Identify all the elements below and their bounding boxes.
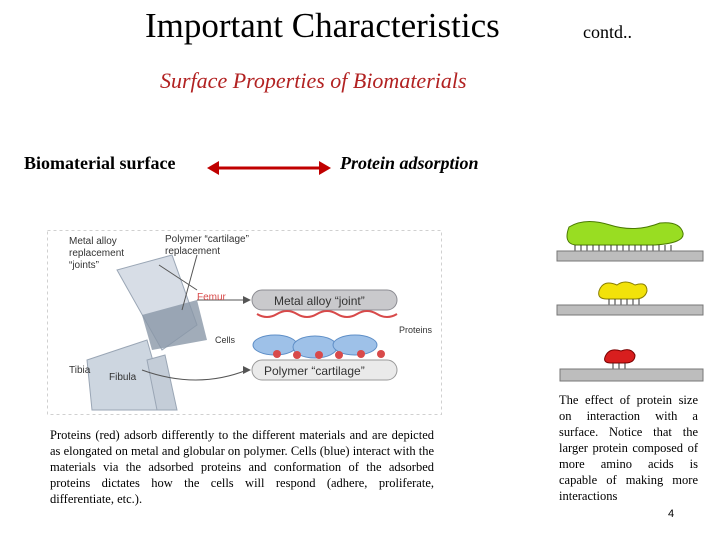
large-protein xyxy=(557,221,703,261)
femur-label: Femur xyxy=(197,292,226,303)
subtitle: Surface Properties of Biomaterials xyxy=(160,68,467,93)
page-title: Important Characteristics xyxy=(145,6,500,45)
protein-size-note: The effect of protein size on interaction with a surface. Notice that the larger protein composed of more amino acids is capable of making more interactions xyxy=(559,393,698,503)
medium-protein xyxy=(557,282,703,315)
metal-alloy-replacement-label-line3: “joints” xyxy=(69,260,100,271)
contd-label: contd.. xyxy=(583,22,632,42)
biomaterial-surface-label: Biomaterial surface xyxy=(24,153,176,173)
polymer-replacement-label-line2: replacement xyxy=(165,246,221,257)
tibia-label: Tibia xyxy=(69,365,91,376)
polymer-cartilage-label: Polymer “cartilage” xyxy=(264,364,365,378)
fibula-label: Fibula xyxy=(109,372,137,383)
cells-label: Cells xyxy=(215,335,236,345)
protein-adsorption-label: Protein adsorption xyxy=(340,153,479,173)
page-number: 4 xyxy=(668,508,675,520)
small-protein xyxy=(560,350,703,381)
knee-implant-figure xyxy=(47,230,442,415)
metal-alloy-replacement-label-line1: Metal alloy xyxy=(69,236,117,247)
polymer-replacement-label-line1: Polymer “cartilage” xyxy=(165,234,249,245)
proteins-label: Proteins xyxy=(399,325,433,335)
protein-size-figure xyxy=(555,215,705,385)
double-arrow-icon xyxy=(205,158,333,178)
metal-joint-label: Metal alloy “joint” xyxy=(274,294,365,308)
figure-caption: Proteins (red) adsorb differently to the different materials and are depicted as elongated on metal and globular on polymer. Cells (blue) interact with the materials via the adsorbed proteins and conformation of the adsorbed proteins dictates how the cells will respond (adhere, proliferate, differentiate, etc.). xyxy=(50,428,434,506)
metal-alloy-replacement-label-line2: replacement xyxy=(69,248,125,259)
